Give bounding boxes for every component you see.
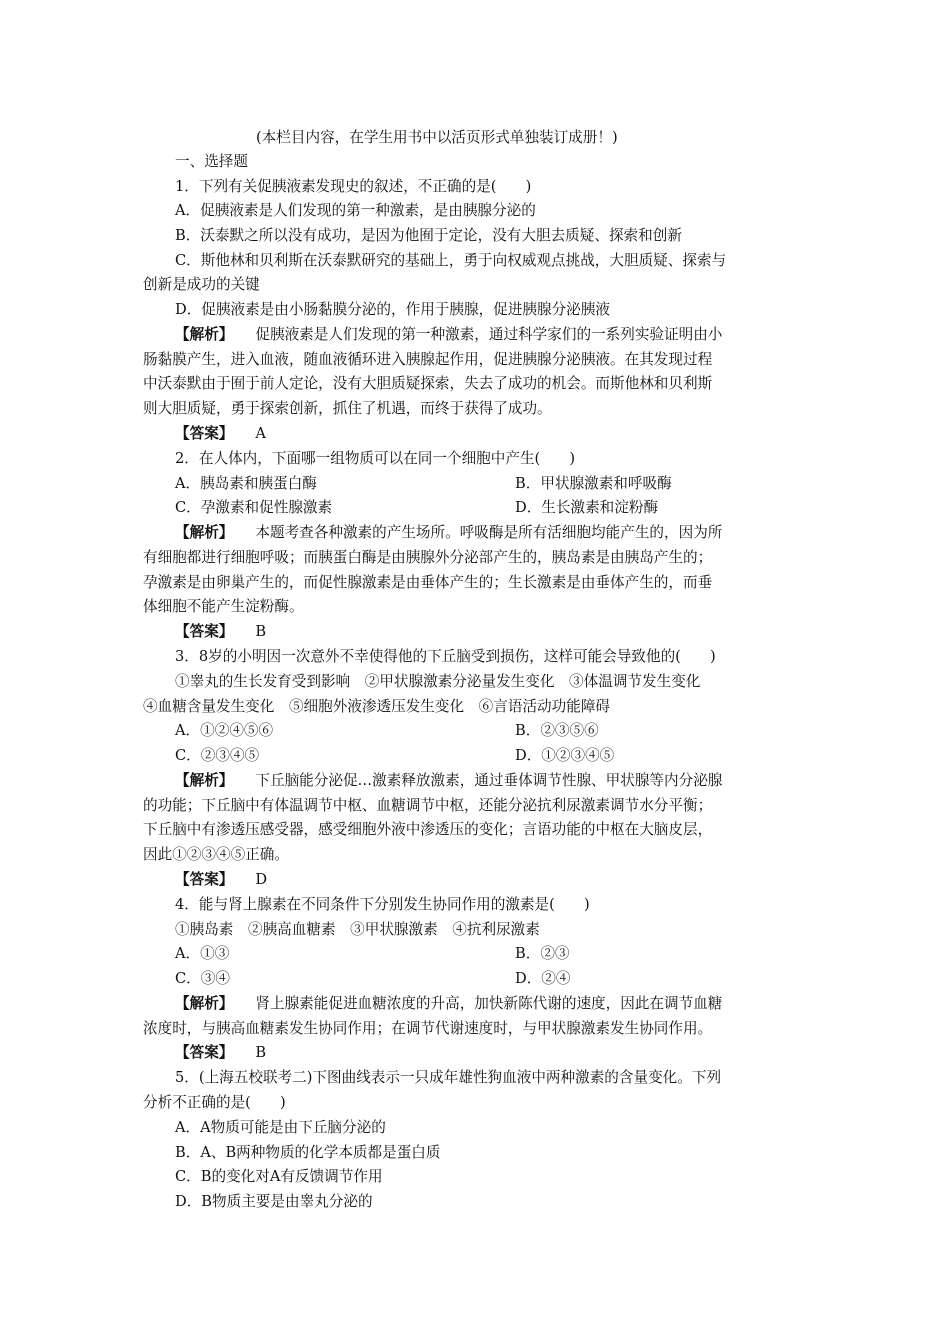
q3-option-d: D．①②③④⑤	[515, 747, 615, 764]
q2-option-a: A．胰岛素和胰蛋白酶	[175, 475, 317, 492]
q4-option-c: C．③④	[175, 970, 230, 987]
q1-analysis	[175, 325, 722, 345]
q5-stem: 5．(上海五校联考二)下图曲线表示一只成年雄性狗血液中两种激素的含量变化。下列	[175, 1069, 722, 1086]
q1-option-b: B．沃泰默之所以没有成功，是因为他囿于定论，没有大胆去质疑、探索和创新	[175, 227, 682, 244]
q1-option-c-cont: 创新是成功的关键	[143, 276, 260, 293]
q3-option-a: A．①②④⑤⑥	[175, 722, 274, 739]
analysis-label: 【解析】	[175, 995, 234, 1012]
q1-analysis-line2: 肠黏膜产生，进入血液，随血液循环进入胰腺起作用，促进胰腺分泌胰液。在其发现过程	[143, 351, 713, 368]
q5-option-a: A．A物质可能是由下丘脑分泌的	[175, 1119, 386, 1136]
q3-analysis	[175, 771, 722, 791]
q3-answer-value: D	[255, 871, 268, 888]
q3-analysis-line4: 因此①②③④⑤正确。	[143, 846, 289, 863]
q4-answer-value: B	[255, 1044, 267, 1061]
q2-option-d: D．生长激素和淀粉酶	[515, 499, 659, 516]
q1-answer	[175, 424, 266, 444]
q2-option-c: C．孕激素和促性腺激素	[175, 499, 333, 516]
q1-option-d: D．促胰液素是由小肠黏膜分泌的，作用于胰腺，促进胰腺分泌胰液	[175, 301, 610, 318]
q2-answer	[175, 622, 266, 642]
q1-analysis-text: 促胰液素是人们发现的第一种激素，通过科学家们的一系列实验证明由小	[255, 326, 723, 343]
q2-analysis-line2: 有细胞都进行细胞呼吸；而胰蛋白酶是由胰腺外分泌部产生的，胰岛素是由胰岛产生的；	[143, 549, 713, 566]
q2-stem: 2．在人体内，下面哪一组物质可以在同一个细胞中产生( )	[175, 450, 576, 467]
answer-label: 【答案】	[175, 425, 234, 442]
q1-answer-value: A	[255, 425, 266, 442]
q4-answer	[175, 1043, 266, 1063]
q1-option-c: C．斯他林和贝利斯在沃泰默研究的基础上，勇于向权威观点挑战，大胆质疑、探索与	[175, 252, 727, 269]
q2-answer-value: B	[255, 623, 267, 640]
answer-label: 【答案】	[175, 1044, 234, 1061]
q4-option-b: B．②③	[515, 945, 570, 962]
q3-option-c: C．②③④⑤	[175, 747, 260, 764]
q3-items-line2: ④血糖含量发生变化 ⑤细胞外液渗透压发生变化 ⑥言语活动功能障碍	[143, 698, 611, 715]
q3-items-line1: ①睾丸的生长发育受到影响 ②甲状腺激素分泌量发生变化 ③体温调节发生变化	[175, 673, 701, 690]
q5-stem-cont: 分析不正确的是( )	[143, 1094, 286, 1111]
q1-stem: 1．下列有关促胰液素发现史的叙述，不正确的是( )	[175, 178, 532, 195]
q5-option-b: B．A、B两种物质的化学本质都是蛋白质	[175, 1144, 441, 1161]
q2-analysis-text: 本题考查各种激素的产生场所。呼吸酶是所有活细胞均能产生的，因为所	[255, 524, 723, 541]
q2-option-b: B．甲状腺激素和呼吸酶	[515, 475, 672, 492]
q3-option-b: B．②③⑤⑥	[515, 722, 599, 739]
q4-items: ①胰岛素 ②胰高血糖素 ③甲状腺激素 ④抗利尿激素	[175, 921, 540, 938]
q4-analysis-line2: 浓度时，与胰高血糖素发生协同作用；在调节代谢速度时，与甲状腺激素发生协同作用。	[143, 1020, 713, 1037]
q2-analysis-line4: 体细胞不能产生淀粉酶。	[143, 598, 304, 615]
header-note: (本栏目内容，在学生用书中以活页形式单独装订成册！)	[256, 129, 618, 146]
q3-answer	[175, 870, 267, 890]
q2-analysis-line3: 孕激素是由卵巢产生的，而促性腺激素是由垂体产生的；生长激素是由垂体产生的，而垂	[143, 574, 713, 591]
section-title: 一、选择题	[175, 153, 248, 170]
analysis-label: 【解析】	[175, 524, 234, 541]
q1-analysis-line3: 中沃泰默由于囿于前人定论，没有大胆质疑探索，失去了成功的机会。而斯他林和贝利斯	[143, 375, 713, 392]
analysis-label: 【解析】	[175, 772, 234, 789]
q3-stem: 3．8岁的小明因一次意外不幸使得他的下丘脑受到损伤，这样可能会导致他的( )	[175, 648, 716, 665]
q5-option-d: D．B物质主要是由睾丸分泌的	[175, 1193, 373, 1210]
q4-option-a: A．①③	[175, 945, 230, 962]
q4-analysis-text: 肾上腺素能促进血糖浓度的升高，加快新陈代谢的速度，因此在调节血糖	[255, 995, 723, 1012]
q3-analysis-line3: 下丘脑中有渗透压感受器，感受细胞外液中渗透压的变化；言语功能的中枢在大脑皮层，	[143, 821, 713, 838]
q1-option-a: A．促胰液素是人们发现的第一种激素，是由胰腺分泌的	[175, 202, 536, 219]
q1-analysis-line4: 则大胆质疑，勇于探索创新，抓住了机遇，而终于获得了成功。	[143, 400, 552, 417]
answer-label: 【答案】	[175, 623, 234, 640]
q4-option-d: D．②④	[515, 970, 571, 987]
answer-label: 【答案】	[175, 871, 234, 888]
q3-analysis-line2: 的功能；下丘脑中有体温调节中枢、血糖调节中枢，还能分泌抗利尿激素调节水分平衡；	[143, 797, 713, 814]
q4-stem: 4．能与肾上腺素在不同条件下分别发生协同作用的激素是( )	[175, 896, 590, 913]
q5-option-c: C．B的变化对A有反馈调节作用	[175, 1168, 383, 1185]
q2-analysis	[175, 523, 722, 543]
analysis-label: 【解析】	[175, 326, 234, 343]
q4-analysis	[175, 994, 722, 1014]
q3-analysis-text: 下丘脑能分泌促…激素释放激素，通过垂体调节性腺、甲状腺等内分泌腺	[255, 772, 723, 789]
